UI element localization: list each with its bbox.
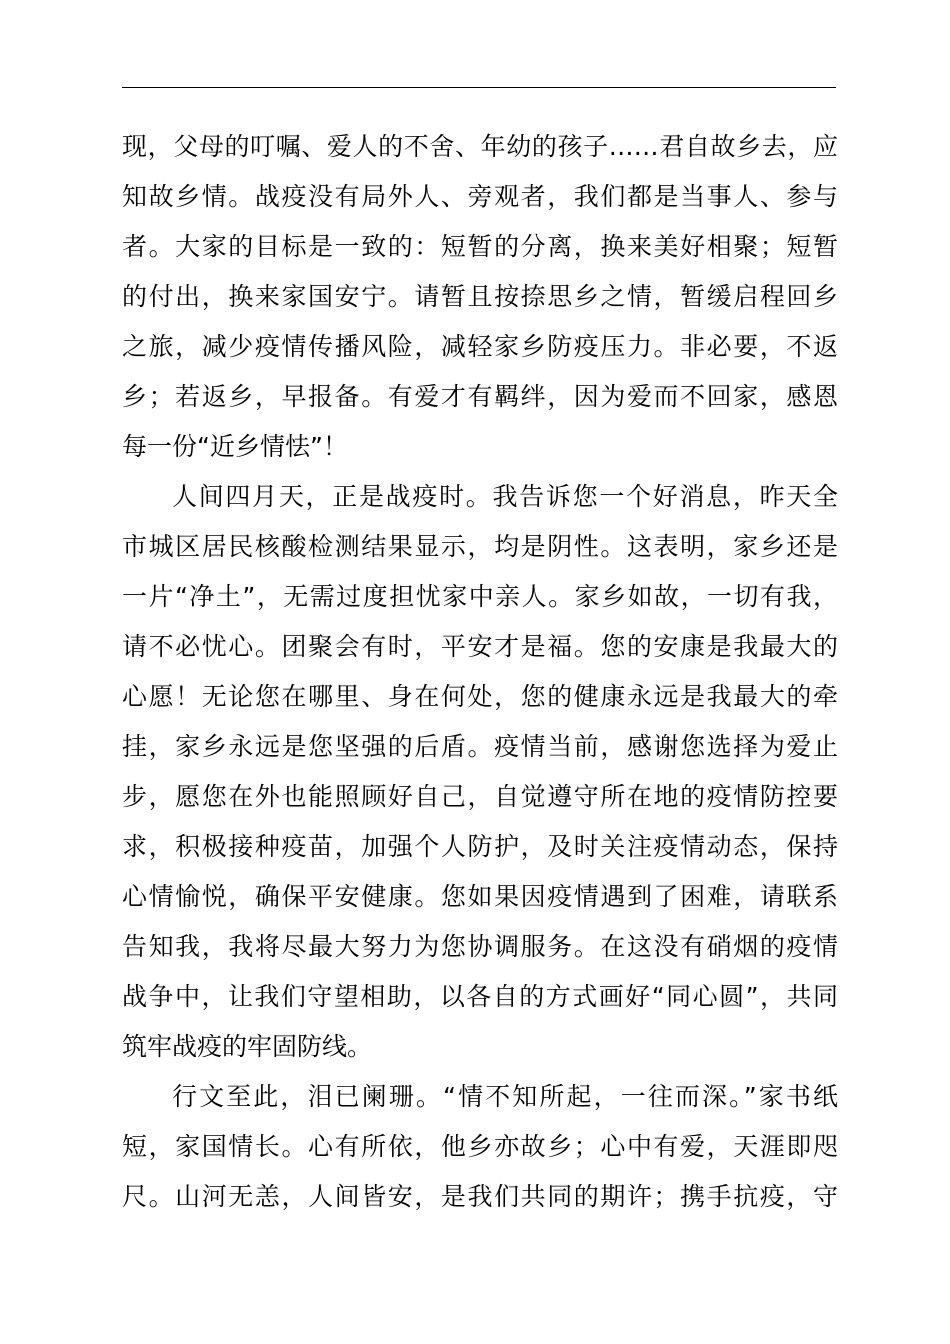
header-rule xyxy=(122,87,836,88)
text-line: 请不必忧心。团聚会有时，平安才是福。您的安康是我最大的 xyxy=(122,632,838,661)
text-line: 知故乡情。战疫没有局外人、旁观者，我们都是当事人、参与 xyxy=(122,182,838,211)
text-line: 战争中，让我们守望相助，以各自的方式画好“同心圆”，共同 xyxy=(122,982,838,1011)
text-line: 心愿！无论您在哪里、身在何处，您的健康永远是我最大的牵 xyxy=(122,682,838,711)
text-line: 乡；若返乡，早报备。有爱才有羁绊，因为爱而不回家，感恩 xyxy=(122,382,838,411)
paragraph-3 xyxy=(122,1072,838,1222)
text-line: 筑牢战疫的牢固防线。 xyxy=(122,1032,373,1061)
text-line: 行文至此，泪已阑珊。“情不知所起，一往而深。”家书纸 xyxy=(172,1082,838,1111)
text-line: 之旅，减少疫情传播风险，减轻家乡防疫压力。非必要，不返 xyxy=(122,332,838,361)
text-line: 每一份“近乡情怯”！ xyxy=(122,432,348,461)
text-line: 现，父母的叮嘱、爱人的不舍、年幼的孩子……君自故乡去，应 xyxy=(122,132,838,161)
text-line: 短，家国情长。心有所依，他乡亦故乡；心中有爱，天涯即咫 xyxy=(122,1132,838,1161)
paragraph-1 xyxy=(122,122,838,472)
text-line: 一片“净土”，无需过度担忧家中亲人。家乡如故，一切有我， xyxy=(122,582,838,611)
body-text xyxy=(122,122,838,1222)
text-line: 尺。山河无恙，人间皆安，是我们共同的期许；携手抗疫，守 xyxy=(122,1182,838,1211)
text-line: 的付出，换来家国安宁。请暂且按捺思乡之情，暂缓启程回乡 xyxy=(122,282,838,311)
text-line: 挂，家乡永远是您坚强的后盾。疫情当前，感谢您选择为爱止 xyxy=(122,732,838,761)
paragraph-2 xyxy=(122,472,838,1072)
text-line: 心情愉悦，确保平安健康。您如果因疫情遇到了困难，请联系 xyxy=(122,882,838,911)
text-line: 告知我，我将尽最大努力为您协调服务。在这没有硝烟的疫情 xyxy=(122,932,838,961)
text-line: 人间四月天，正是战疫时。我告诉您一个好消息，昨天全 xyxy=(172,482,838,511)
text-line: 市城区居民核酸检测结果显示，均是阴性。这表明，家乡还是 xyxy=(122,532,838,561)
text-line: 者。大家的目标是一致的：短暂的分离，换来美好相聚；短暂 xyxy=(122,232,838,261)
text-line: 步，愿您在外也能照顾好自己，自觉遵守所在地的疫情防控要 xyxy=(122,782,838,811)
text-line: 求，积极接种疫苗，加强个人防护，及时关注疫情动态，保持 xyxy=(122,832,838,861)
